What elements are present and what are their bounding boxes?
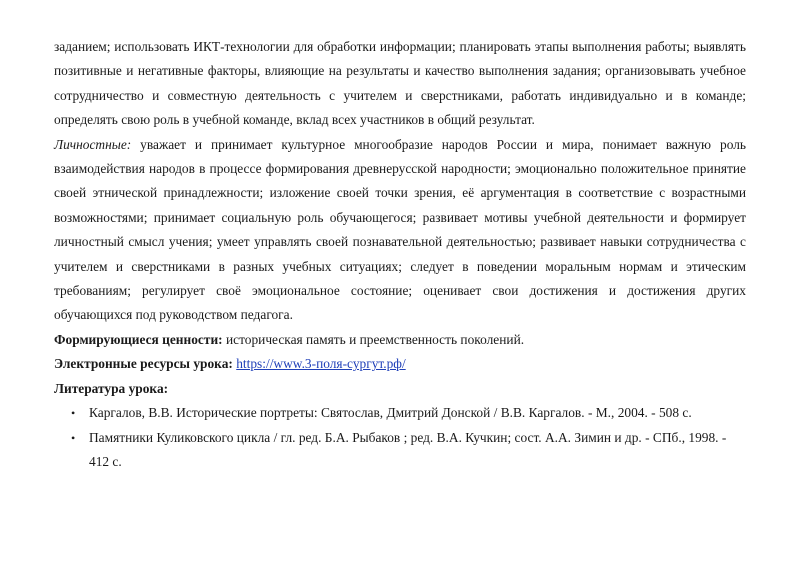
- bullet-icon: •: [71, 406, 76, 421]
- continuation-paragraph: заданием; использовать ИКТ-технологии для обработки информации; планировать этапы выполнения работы; выявлять позитивные и негативные факторы, влияющие на результаты и качество выполнения задания; организовывать учебное сотрудничество и совместную деятельность с учителем и сверстниками, работать индивидуально и в команде; определять свою роль в учебной команде, вклад всех участников в общий результат.: [54, 39, 746, 128]
- values-label: Формирующиеся ценности:: [54, 331, 223, 347]
- literature-item-text: Каргалов, В.В. Исторические портреты: Святослав, Дмитрий Донской / В.В. Каргалов. - М., 2004. - 508 с.: [89, 405, 692, 421]
- values-text: историческая память и преемственность поколений.: [222, 331, 525, 347]
- literature-heading: [54, 377, 746, 401]
- bullet-icon: •: [71, 430, 76, 445]
- literature-list: [54, 401, 746, 474]
- literature-item: [54, 401, 746, 425]
- literature-label: Литература урока:: [54, 380, 169, 396]
- personal-outcomes-label: Личностные:: [54, 136, 132, 152]
- document-page: [54, 35, 746, 474]
- resources-paragraph: [54, 352, 746, 376]
- personal-outcomes-text: уважает и принимает культурное многообразие народов России и мира, понимает важную роль взаимодействия народов в процессе формирования древнерусской народности; эмоционально положительное принятие своей этнической принадлежности; изложение своей точки зрения, её аргументация в соответствие с возрастными возможностями; принимает социальную роль обучающегося; развивает мотивы учебной деятельности и формирует личностный смысл учения; умеет управлять своей познавательной деятельностью; развивает навыки сотрудничества с учителем и сверстниками в разных учебных ситуациях; следует в поведении моральным нормам и этическим требованиям; регулирует своё эмоциональное состояние; оценивает свои достижения и достижения других обучающихся под руководством педагога.: [54, 136, 746, 323]
- literature-item: [54, 426, 746, 475]
- resources-label: Электронные ресурсы урока:: [54, 356, 233, 372]
- personal-outcomes-paragraph: [54, 133, 746, 328]
- values-paragraph: [54, 328, 746, 352]
- resources-link[interactable]: https://www.3-поля-сургут.рф/: [236, 356, 406, 372]
- literature-item-text: Памятники Куликовского цикла / гл. ред. Б.А. Рыбаков ; ред. В.А. Кучкин; сост. А.А. Зимин и др. - СПб., 1998. - 412 с.: [89, 429, 727, 469]
